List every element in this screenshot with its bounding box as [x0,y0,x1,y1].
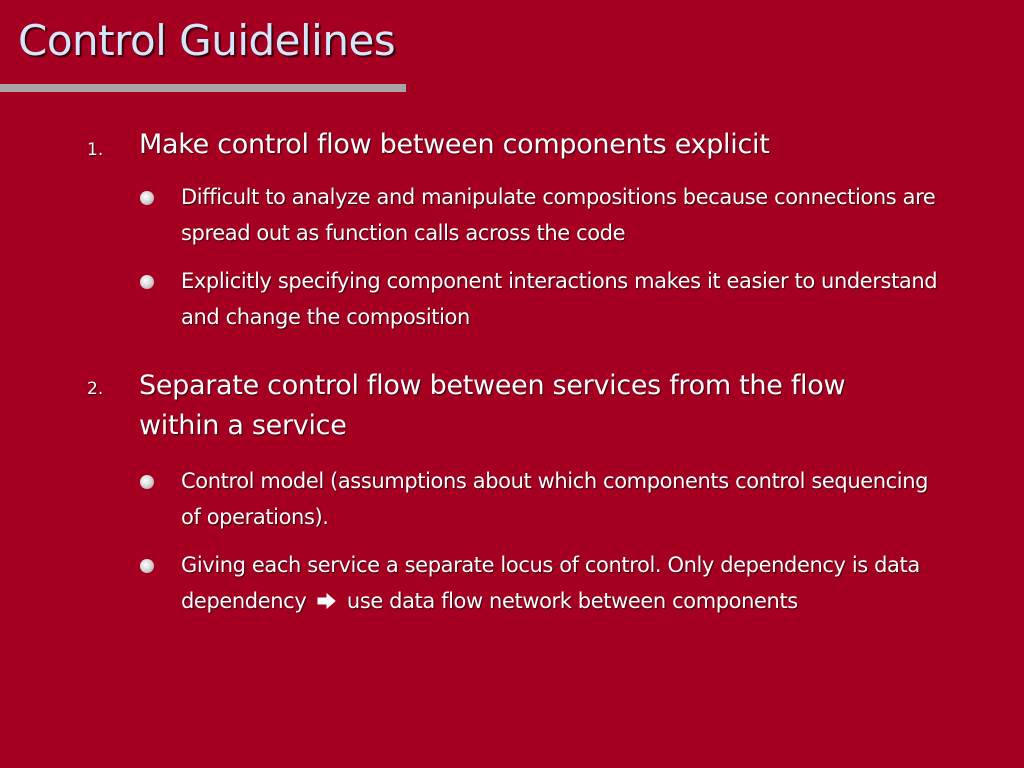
bullet-icon [140,191,154,205]
title-underline [0,84,406,92]
item-number: 2. [87,379,104,399]
sub-bullet [181,547,921,620]
bullet-icon [140,275,154,289]
bullet-icon [140,475,154,489]
sub-bullet: Control model (assumptions about which components control sequencing of operations). [181,469,929,529]
item-heading: Make control flow between components explicit [139,129,770,160]
item-heading: Separate control flow between services from the flow within a service [139,370,846,441]
right-arrow-icon [317,584,337,620]
sub-bullet-text-before: Giving each service a separate locus of control. Only dependency is data dependency [181,553,920,613]
slide-title: Control Guidelines [18,16,396,65]
sub-bullet: Difficult to analyze and manipulate compositions because connections are spread out as function calls across the code [181,185,936,245]
sub-bullet: Explicitly specifying component interactions makes it easier to understand and change the composition [181,269,938,329]
item-number: 1. [87,140,104,160]
bullet-icon [140,559,154,573]
sub-bullet-text-after: use data flow network between components [346,589,798,613]
